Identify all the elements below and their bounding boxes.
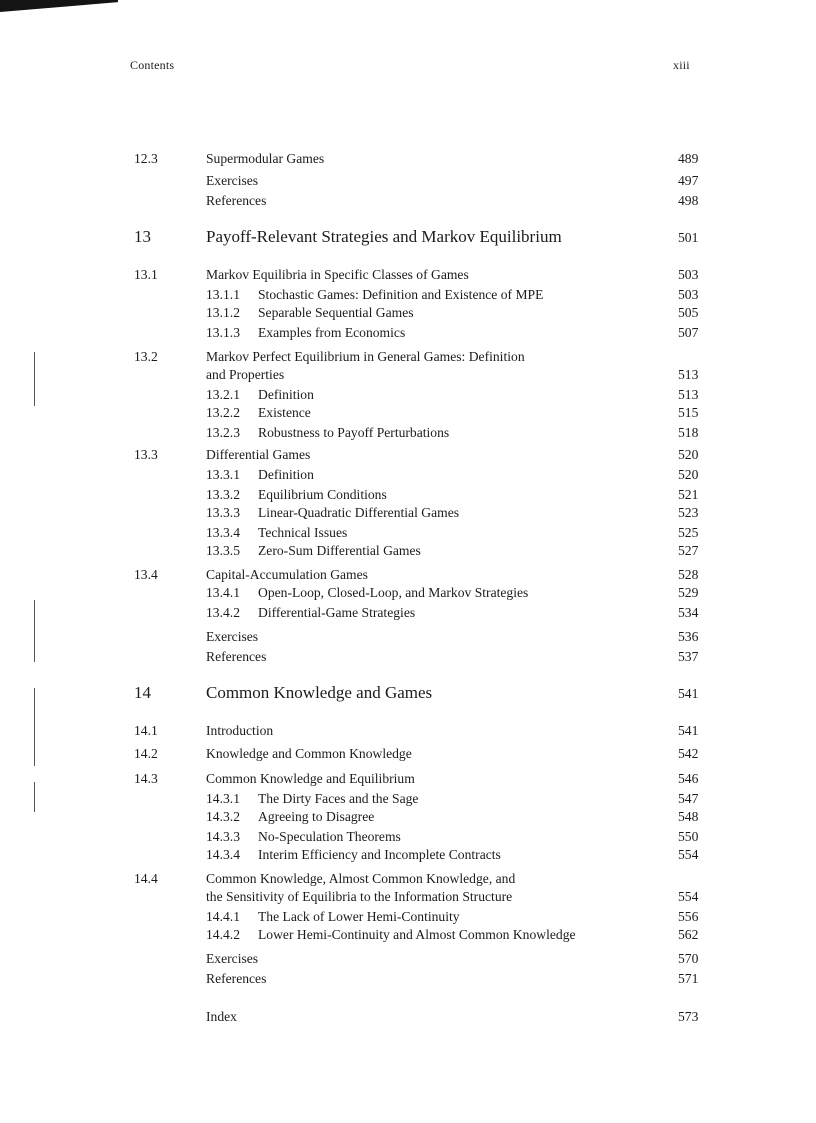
- entry-title-text: Definition: [258, 467, 314, 482]
- entry-title-text: Common Knowledge and Equilibrium: [206, 771, 415, 786]
- entry-title: [206, 150, 324, 168]
- section-number: 14.1: [134, 723, 158, 738]
- page-number: 518: [678, 425, 699, 440]
- entry-title-text: Common Knowledge and Games: [206, 683, 433, 702]
- entry-title: [206, 745, 412, 763]
- page-number: 513: [678, 387, 699, 402]
- subsection-number: 13.3.4: [206, 525, 240, 540]
- entry-title: [206, 1008, 237, 1026]
- page-number: 507: [678, 325, 699, 340]
- entry-title-text: Interim Efficiency and Incomplete Contracts: [258, 847, 501, 862]
- entry-title: [206, 684, 432, 702]
- page-number: 528: [678, 567, 699, 582]
- page-number: 541: [678, 686, 699, 701]
- page-number: 570: [678, 951, 699, 966]
- entry-title-text: Agreeing to Disagree: [258, 809, 375, 824]
- page-number: 520: [678, 467, 699, 482]
- page-number: 520: [678, 447, 699, 462]
- running-header: Contents: [130, 58, 175, 72]
- entry-title-text: Payoff-Relevant Strategies and Markov Equilibrium: [206, 227, 562, 246]
- entry-title: [206, 266, 469, 284]
- entry-title: [206, 790, 418, 808]
- entry-title-text: Separable Sequential Games: [258, 305, 414, 320]
- page-number: 515: [678, 405, 699, 420]
- page-number: 546: [678, 771, 699, 786]
- entry-title: [206, 386, 314, 404]
- entry-title-text: Technical Issues: [258, 525, 348, 540]
- entry-title: [206, 950, 258, 968]
- section-number: 12.3: [134, 151, 158, 166]
- page-number: 554: [678, 889, 699, 904]
- entry-title-text: Linear-Quadratic Differential Games: [258, 505, 460, 520]
- entry-title-text: The Lack of Lower Hemi-Continuity: [258, 909, 460, 924]
- entry-title: [206, 888, 512, 906]
- page-number: 537: [678, 649, 699, 664]
- page-number: 556: [678, 909, 699, 924]
- page-number: 547: [678, 791, 699, 806]
- section-number: 13: [134, 227, 151, 246]
- entry-title-text: Markov Perfect Equilibrium in General Games: Definition: [206, 349, 525, 364]
- page-number: 534: [678, 605, 699, 620]
- entry-title: [206, 908, 460, 926]
- entry-title: [206, 324, 405, 342]
- section-number: 14.2: [134, 746, 158, 761]
- subsection-number: 13.1.1: [206, 287, 240, 302]
- entry-title-text: Markov Equilibria in Specific Classes of Games: [206, 267, 469, 282]
- entry-title-text: References: [206, 971, 267, 986]
- page-number: 542: [678, 746, 699, 761]
- page-number: 503: [678, 287, 699, 302]
- page-number-roman: xiii: [673, 58, 690, 72]
- subsection-number: 13.3.2: [206, 487, 240, 502]
- page-number: 497: [678, 173, 699, 188]
- page-number: 536: [678, 629, 699, 644]
- page-number: 503: [678, 267, 699, 282]
- entry-title: [206, 722, 273, 740]
- entry-title: [206, 604, 415, 622]
- entry-title: [206, 366, 284, 384]
- entry-title-text: References: [206, 649, 267, 664]
- entry-title: [206, 504, 459, 522]
- page-number: 489: [678, 151, 699, 166]
- page-number: 521: [678, 487, 699, 502]
- section-number: 13.1: [134, 267, 158, 282]
- page-number: 548: [678, 809, 699, 824]
- entry-title: [206, 348, 525, 366]
- page-number: 523: [678, 505, 699, 520]
- section-number: 14.4: [134, 871, 158, 886]
- entry-title-text: The Dirty Faces and the Sage: [258, 791, 419, 806]
- entry-title-text: No-Speculation Theorems: [258, 829, 401, 844]
- page-number: 573: [678, 1009, 699, 1024]
- entry-title-text: References: [206, 193, 267, 208]
- subsection-number: 14.4.2: [206, 927, 240, 942]
- page-number: 541: [678, 723, 699, 738]
- subsection-number: 13.2.3: [206, 425, 240, 440]
- section-number: 14.3: [134, 771, 158, 786]
- entry-title: [206, 846, 501, 864]
- entry-title-text: the Sensitivity of Equilibria to the Information Structure: [206, 889, 513, 904]
- entry-title-text: Common Knowledge, Almost Common Knowledge, and: [206, 871, 516, 886]
- entry-title-text: Definition: [258, 387, 314, 402]
- entry-title: [206, 466, 314, 484]
- entry-title: [206, 424, 449, 442]
- entry-title: [206, 870, 515, 888]
- page-number: 571: [678, 971, 699, 986]
- entry-title-text: Supermodular Games: [206, 151, 325, 166]
- page-number: 525: [678, 525, 699, 540]
- entry-title: [206, 404, 311, 422]
- entry-title: [206, 542, 421, 560]
- subsection-number: 14.3.2: [206, 809, 240, 824]
- entry-title: [206, 628, 258, 646]
- page-number: 501: [678, 230, 699, 245]
- subsection-number: 14.3.3: [206, 829, 240, 844]
- subsection-number: 13.1.2: [206, 305, 240, 320]
- subsection-number: 13.3.3: [206, 505, 240, 520]
- section-number: 13.3: [134, 447, 158, 462]
- entry-title-text: and Properties: [206, 367, 285, 382]
- entry-title: [206, 486, 387, 504]
- page-number: 498: [678, 193, 699, 208]
- page-number: 562: [678, 927, 699, 942]
- section-number: 13.4: [134, 567, 158, 582]
- entry-title: [206, 770, 415, 788]
- entry-title: [206, 304, 414, 322]
- page-number: 527: [678, 543, 699, 558]
- entry-title: [206, 172, 258, 190]
- entry-title: [206, 192, 266, 210]
- page-number: 554: [678, 847, 699, 862]
- entry-title-text: Introduction: [206, 723, 274, 738]
- entry-title-text: Robustness to Payoff Perturbations: [258, 425, 450, 440]
- entry-title-text: Stochastic Games: Definition and Existence of MPE: [258, 287, 544, 302]
- entry-title: [206, 828, 401, 846]
- entry-title-text: Index: [206, 1009, 237, 1024]
- subsection-number: 13.4.1: [206, 585, 240, 600]
- subsection-number: 13.3.5: [206, 543, 240, 558]
- entry-title-text: Differential Games: [206, 447, 311, 462]
- section-number: 14: [134, 683, 151, 702]
- entry-title: [206, 286, 543, 304]
- page-number: 505: [678, 305, 699, 320]
- subsection-number: 13.2.2: [206, 405, 240, 420]
- entry-title: [206, 648, 266, 666]
- page-number: 550: [678, 829, 699, 844]
- entry-title: [206, 808, 374, 826]
- entry-title-text: Exercises: [206, 173, 259, 188]
- entry-title-text: Zero-Sum Differential Games: [258, 543, 421, 558]
- entry-title-text: Open-Loop, Closed-Loop, and Markov Strategies: [258, 585, 529, 600]
- entry-title-text: Differential-Game Strategies: [258, 605, 416, 620]
- entry-title-text: Exercises: [206, 629, 259, 644]
- entry-title-text: Exercises: [206, 951, 259, 966]
- subsection-number: 13.4.2: [206, 605, 240, 620]
- subsection-number: 14.3.1: [206, 791, 240, 806]
- entry-title: [206, 524, 347, 542]
- section-number: 13.2: [134, 349, 158, 364]
- entry-title: [206, 228, 562, 246]
- entry-title-text: Existence: [258, 405, 311, 420]
- subsection-number: 13.3.1: [206, 467, 240, 482]
- entry-title-text: Equilibrium Conditions: [258, 487, 387, 502]
- entry-title-text: Lower Hemi-Continuity and Almost Common Knowledge: [258, 927, 576, 942]
- subsection-number: 14.3.4: [206, 847, 240, 862]
- entry-title-text: Examples from Economics: [258, 325, 406, 340]
- subsection-number: 13.1.3: [206, 325, 240, 340]
- subsection-number: 14.4.1: [206, 909, 240, 924]
- entry-title-text: Capital-Accumulation Games: [206, 567, 368, 582]
- entry-title: [206, 566, 368, 584]
- entry-title: [206, 446, 310, 464]
- entry-title: [206, 970, 266, 988]
- entry-title: [206, 926, 576, 944]
- page-number: 529: [678, 585, 699, 600]
- subsection-number: 13.2.1: [206, 387, 240, 402]
- entry-title: [206, 584, 528, 602]
- entry-title-text: Knowledge and Common Knowledge: [206, 746, 412, 761]
- page-number: 513: [678, 367, 699, 382]
